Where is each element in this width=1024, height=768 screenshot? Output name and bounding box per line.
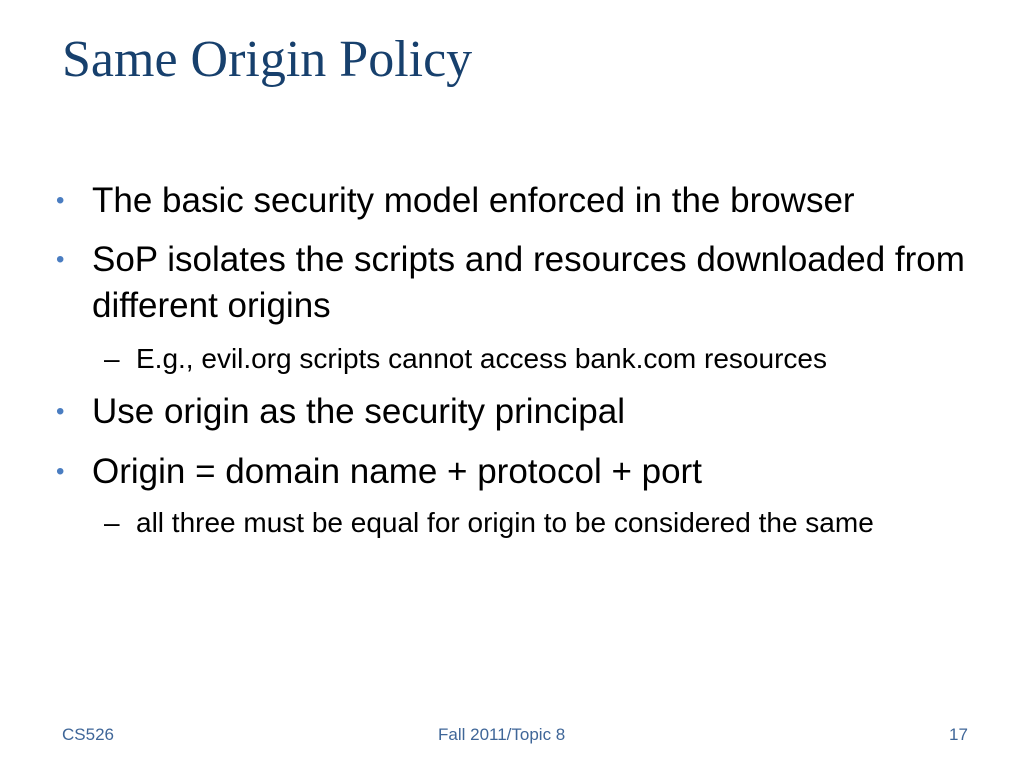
- bullet-text: Use origin as the security principal: [92, 392, 626, 431]
- bullet-item-origin-principal: [56, 389, 1012, 435]
- sub-bullet-text: all three must be equal for origin to be considered the same: [136, 507, 874, 538]
- slide-title: Same Origin Policy: [62, 31, 473, 88]
- bullet-icon: •: [56, 246, 65, 273]
- bullet-text: The basic security model enforced in the browser: [92, 181, 855, 220]
- bullet-icon: •: [56, 458, 65, 485]
- bullet-text: Origin = domain name + protocol + port: [92, 452, 702, 491]
- footer-course-code: CS526: [62, 725, 114, 744]
- bullet-item-origin-definition: [56, 449, 1012, 495]
- dash-icon: –: [104, 507, 120, 538]
- sub-bullet-item-all-three-equal: [104, 503, 966, 543]
- bullet-item-sop-isolates: [56, 237, 1012, 329]
- dash-icon: –: [104, 343, 120, 374]
- bullet-icon: •: [56, 398, 65, 425]
- sub-bullet-text: E.g., evil.org scripts cannot access bank.com resources: [136, 343, 827, 374]
- footer-page-number: 17: [949, 725, 968, 744]
- bullet-text: SoP isolates the scripts and resources downloaded from different origins: [92, 240, 965, 325]
- sub-bullet-item-evil-org-example: [104, 339, 966, 379]
- footer-term-topic: Fall 2011/Topic 8: [438, 725, 566, 744]
- bullet-item-basic-security-model: [56, 178, 1012, 224]
- bullet-icon: •: [56, 187, 65, 214]
